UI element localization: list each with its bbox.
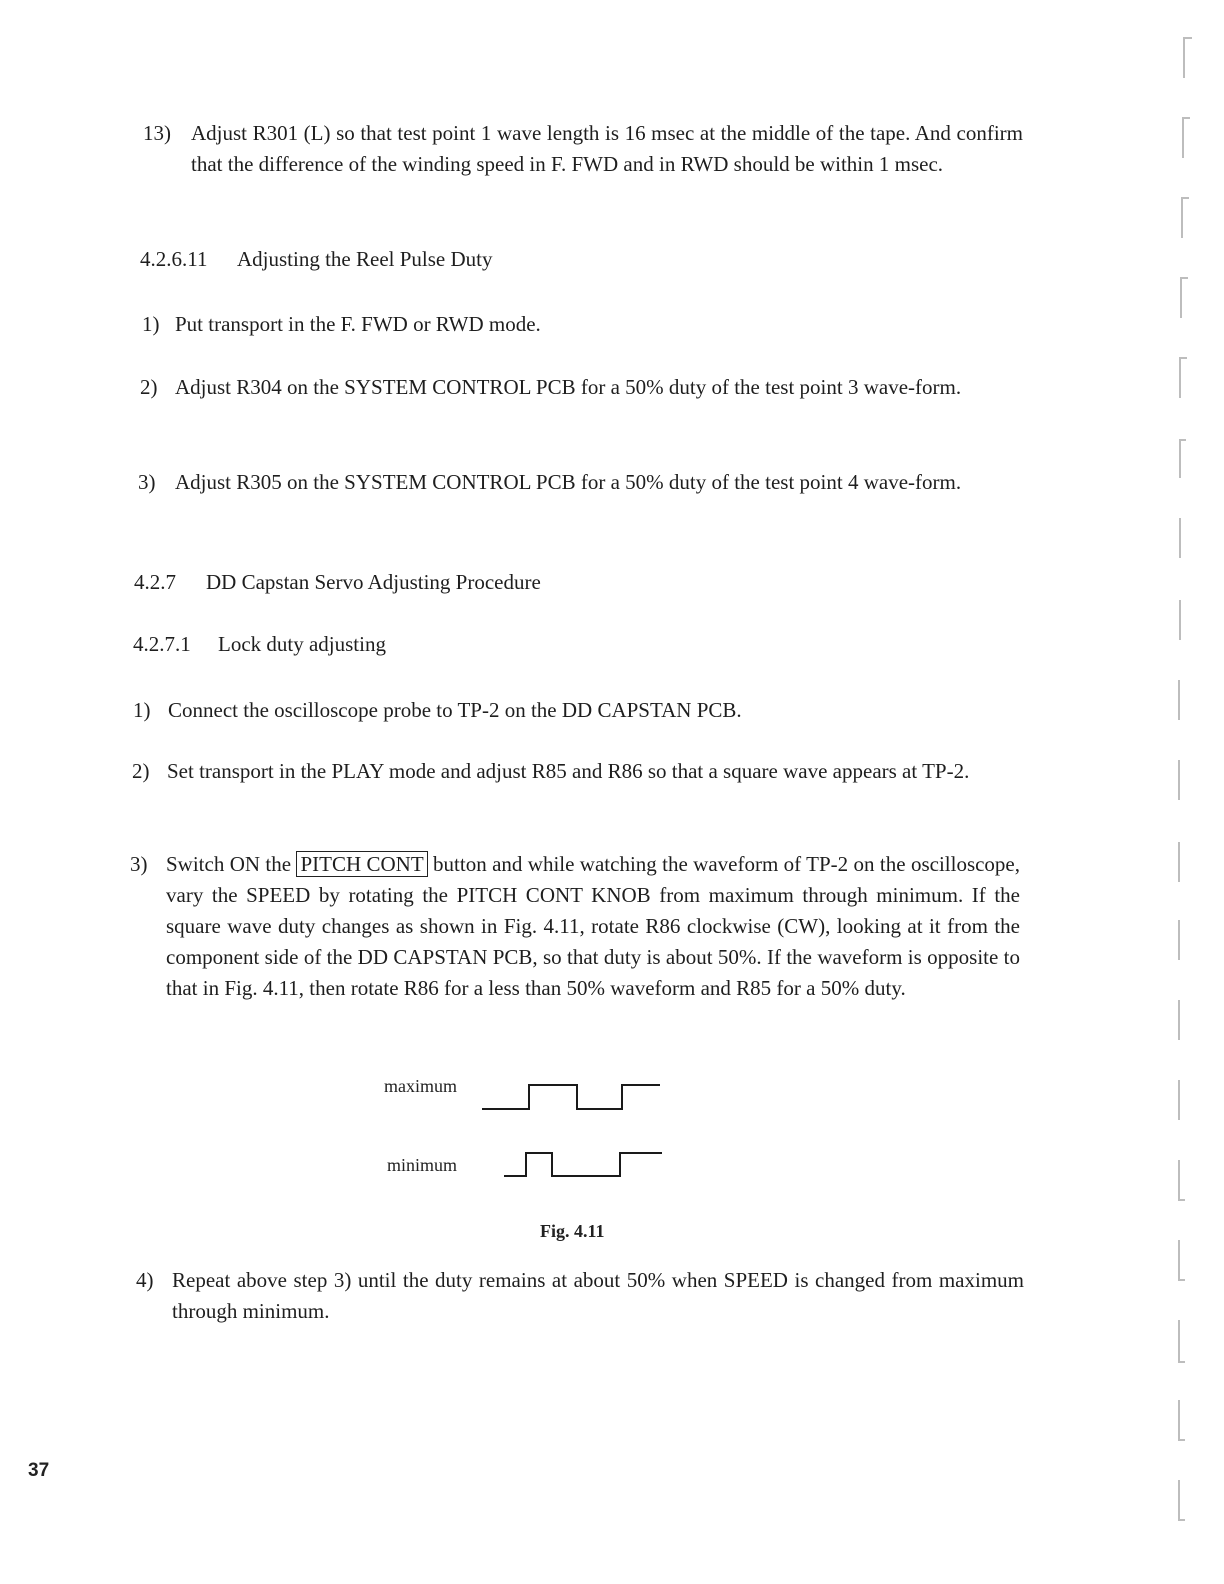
- step-13: [143, 118, 1023, 180]
- edge-mark: [1180, 440, 1186, 478]
- section-title: DD Capstan Servo Adjusting Procedure: [206, 570, 541, 594]
- edge-mark: [1179, 1240, 1185, 1280]
- step-text: Repeat above step 3) until the duty remains at about 50% when SPEED is changed from maximum through minimum.: [172, 1268, 1024, 1323]
- step-text: Adjust R305 on the SYSTEM CONTROL PCB for a 50% duty of the test point 4 wave-form.: [175, 470, 962, 494]
- step-number: 1): [133, 698, 151, 722]
- step-text: Adjust R304 on the SYSTEM CONTROL PCB for a 50% duty of the test point 3 wave-form.: [175, 375, 962, 399]
- section-number: 4.2.7.1: [133, 632, 191, 656]
- section-number: 4.2.6.11: [140, 247, 208, 271]
- step-text: Set transport in the PLAY mode and adjust R85 and R86 so that a square wave appears at TP-2.: [167, 759, 970, 783]
- edge-mark: [1182, 198, 1189, 238]
- section-heading-4-2-7-1: [133, 632, 386, 657]
- minimum-waveform: [504, 1151, 669, 1181]
- maximum-waveform: [482, 1083, 662, 1113]
- binding-edge-marks: [1170, 0, 1200, 1584]
- capstan-step-4: [136, 1265, 1024, 1327]
- section-heading-4-2-7: [134, 570, 541, 595]
- edge-mark: [1181, 278, 1188, 318]
- section-title: Lock duty adjusting: [218, 632, 386, 656]
- figure-minimum-label: minimum: [387, 1155, 458, 1175]
- pitch-cont-button-label: PITCH CONT: [296, 851, 427, 877]
- step-text: Put transport in the F. FWD or RWD mode.: [175, 312, 541, 336]
- reel-step-1: [142, 309, 1022, 340]
- section-number: 4.2.7: [134, 570, 176, 594]
- edge-mark: [1179, 1160, 1185, 1200]
- reel-step-2: [140, 372, 1028, 403]
- step-text: Adjust R301 (L) so that test point 1 wave length is 16 msec at the middle of the tape. And confirm that the difference of the winding speed in F. FWD and in RWD should be within 1 msec.: [191, 121, 1023, 176]
- step-text-after: button and while watching the waveform of TP-2 on the oscilloscope, vary the SPEED by rotating the PITCH CONT KNOB from maximum through minimum. If the square wave duty changes as shown in Fig. 4.11, rotate R86 clockwise (CW), looking at it from the component side of the DD CAPSTAN PCB, so that duty is about 50%. If the waveform is opposite to that in Fig. 4.11, then rotate R86 for a less than 50% waveform and R85 for a 50% duty.: [166, 852, 1021, 1000]
- step-text: [166, 849, 1020, 1004]
- step-number: 13): [143, 121, 171, 145]
- minimum-waveform-trace: [504, 1153, 662, 1176]
- capstan-step-2: [132, 756, 1020, 787]
- page-number: 37: [28, 1460, 50, 1481]
- step-number: 2): [132, 759, 150, 783]
- section-heading-4-2-6-11: [140, 247, 493, 272]
- edge-mark: [1180, 358, 1187, 398]
- step-number: 3): [130, 852, 148, 876]
- step-number: 4): [136, 1268, 154, 1292]
- edge-mark: [1179, 1320, 1185, 1362]
- capstan-step-1: [133, 695, 1023, 726]
- step-number: 1): [142, 312, 160, 336]
- edge-mark: [1183, 118, 1190, 158]
- step-number: 3): [138, 470, 156, 494]
- edge-mark: [1179, 1480, 1185, 1520]
- edge-mark: [1179, 1400, 1185, 1440]
- step-text: Connect the oscilloscope probe to TP-2 on the DD CAPSTAN PCB.: [168, 698, 742, 722]
- reel-step-3: [138, 467, 1028, 498]
- maximum-waveform-trace: [482, 1085, 660, 1109]
- edge-mark: [1184, 38, 1192, 78]
- capstan-step-3: [130, 849, 1020, 1004]
- step-text-before: Switch ON the: [166, 852, 297, 876]
- step-number: 2): [140, 375, 158, 399]
- figure-caption: Fig. 4.11: [540, 1221, 605, 1241]
- figure-maximum-label: maximum: [384, 1076, 457, 1096]
- section-title: Adjusting the Reel Pulse Duty: [237, 247, 493, 271]
